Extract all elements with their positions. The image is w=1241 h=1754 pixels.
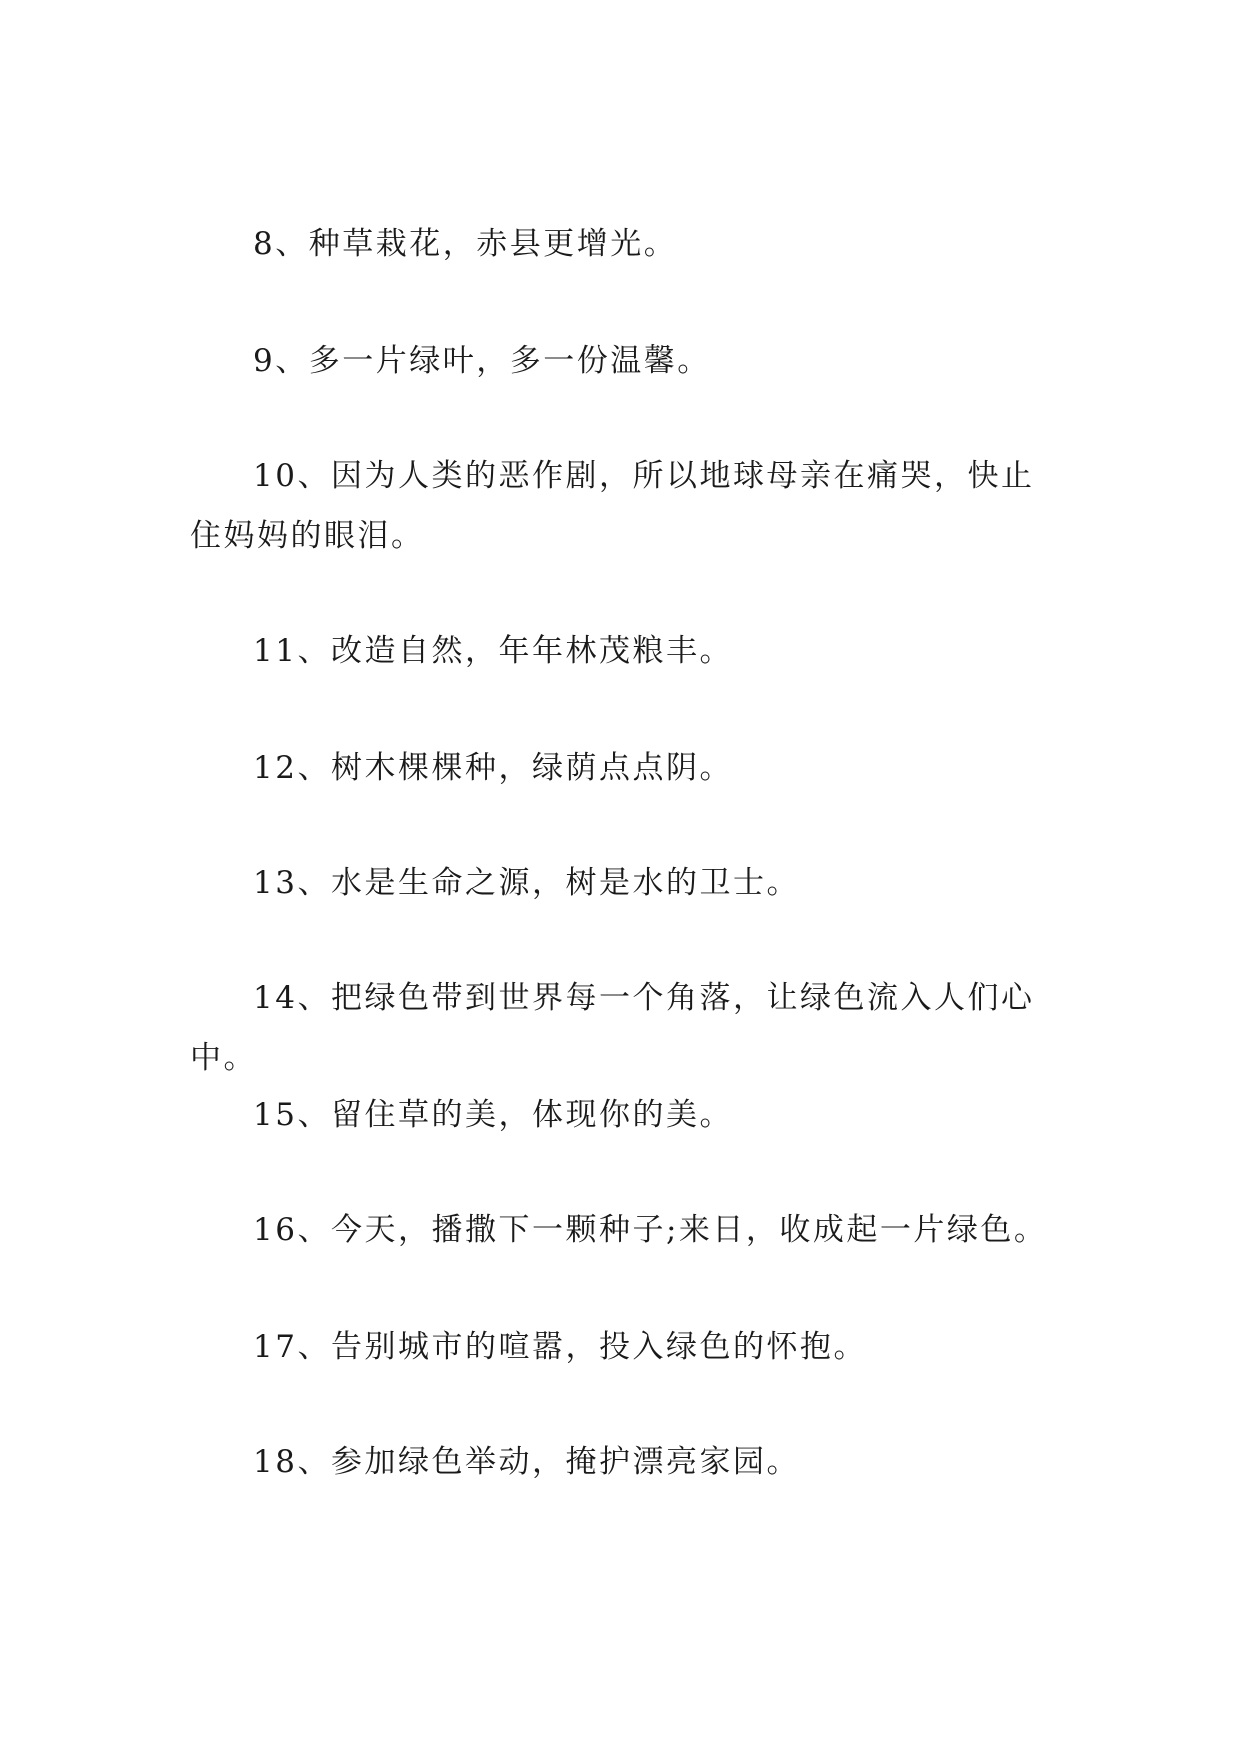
paragraph-17: 17、告别城市的喧嚣，投入绿色的怀抱。: [253, 1329, 867, 1365]
paragraph-9: 9、多一片绿叶，多一份温馨。: [253, 343, 711, 379]
paragraph-15: 15、留住草的美，体现你的美。: [253, 1097, 733, 1133]
paragraph-12: 12、树木棵棵种，绿荫点点阴。: [253, 750, 733, 786]
paragraph-13: 13、水是生命之源，树是水的卫士。: [253, 865, 800, 901]
paragraph-8: 8、种草栽花，赤县更增光。: [253, 226, 678, 262]
paragraph-11: 11、改造自然，年年林茂粮丰。: [253, 633, 733, 669]
paragraph-10: 10、因为人类的恶作剧，所以地球母亲在痛哭，快止住妈妈的眼泪。: [190, 458, 1035, 554]
paragraph-18: 18、参加绿色举动，掩护漂亮家园。: [253, 1444, 800, 1480]
paragraph-14: 14、把绿色带到世界每一个角落，让绿色流入人们心中。: [190, 980, 1035, 1076]
paragraph-16: 16、今天，播撒下一颗种子;来日，收成起一片绿色。: [253, 1212, 1048, 1248]
